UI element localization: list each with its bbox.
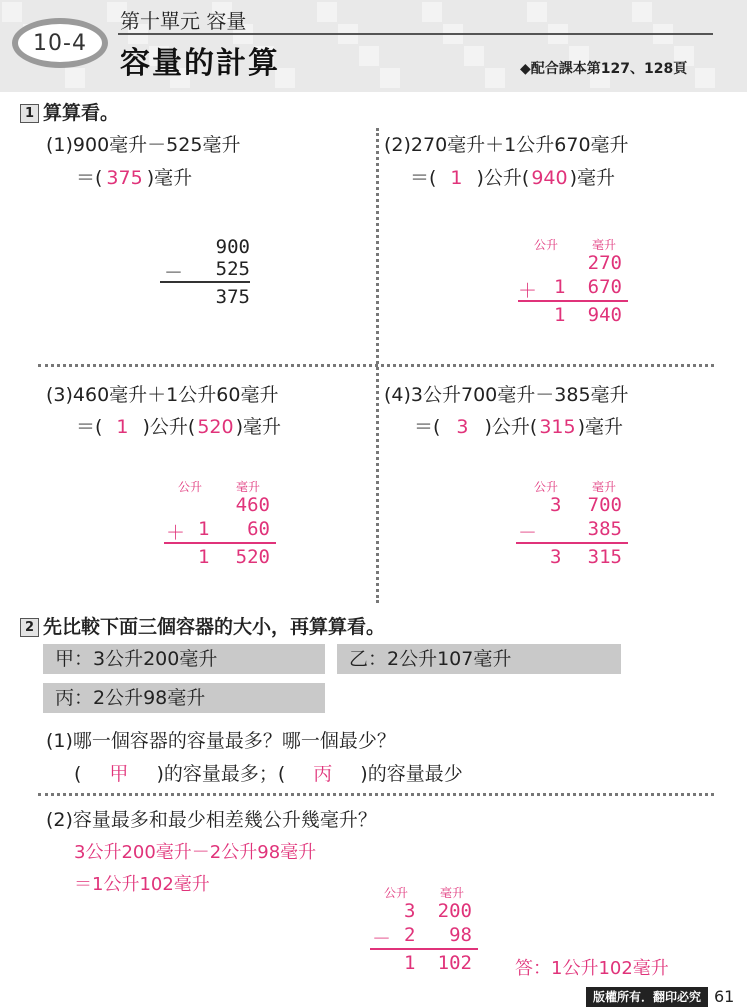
problem-2-calc: 公升 毫升 270 ＋ 1 670 1 940 bbox=[510, 236, 628, 328]
problem-3-answer-line: ＝( 1 )公升( 520 )毫升 bbox=[76, 416, 282, 438]
q1-answer-line: ( 甲 )的容量最多；( 丙 )的容量最少 bbox=[74, 763, 463, 785]
q1-question: (1)哪一個容器的容量最多？哪一個最少？ bbox=[46, 730, 396, 752]
problem-2-question: (2)270毫升＋1公升670毫升 bbox=[384, 134, 629, 156]
header-tile bbox=[65, 68, 85, 88]
q2-work-line1: 3公升200毫升－2公升98毫升 bbox=[74, 842, 317, 863]
header-tile bbox=[695, 68, 715, 88]
problem-2-answer-liters: 1 bbox=[450, 167, 463, 189]
q1-answer-most: 甲 bbox=[109, 763, 129, 785]
page-title: 容量的計算 bbox=[120, 46, 280, 81]
problem-1-answer: 375 bbox=[106, 167, 143, 189]
header-tile bbox=[359, 46, 379, 66]
page-number: 61 bbox=[714, 987, 735, 1006]
problem-4-question: (4)3公升700毫升－385毫升 bbox=[384, 384, 629, 406]
grid-divider-horizontal bbox=[38, 364, 714, 367]
section1-number: 1 bbox=[20, 104, 39, 123]
problem-1-question: (1)900毫升－525毫升 bbox=[46, 134, 241, 156]
problem-3-calc: 公升 毫升 460 ＋ 1 60 1 520 bbox=[158, 478, 276, 570]
section2-title: 先比較下面三個容器的大小，再算算看。 bbox=[43, 616, 386, 638]
section2-divider bbox=[38, 793, 714, 796]
q2-final-answer: 答：1公升102毫升 bbox=[515, 958, 669, 979]
header-tile bbox=[485, 68, 505, 88]
q2-work-line2: ＝1公升102毫升 bbox=[74, 874, 210, 895]
header-tile bbox=[317, 2, 337, 22]
q2-question: (2)容量最多和最少相差幾公升幾毫升？ bbox=[46, 809, 377, 831]
calc-top: 900 bbox=[215, 236, 250, 258]
header-tile bbox=[464, 46, 484, 66]
header-tile bbox=[380, 68, 400, 88]
section1-heading bbox=[20, 98, 119, 125]
problem-2-answer-line: ＝( 1 )公升( 940 )毫升 bbox=[410, 167, 616, 189]
problem-3-question: (3)460毫升＋1公升60毫升 bbox=[46, 384, 279, 406]
calc-operator: － bbox=[164, 262, 184, 284]
container-bing: 丙：2公升98毫升 bbox=[43, 683, 325, 713]
lesson-number-badge bbox=[12, 18, 108, 68]
q2-calc: 公升 毫升 3 200 － 2 98 1 102 bbox=[366, 884, 478, 976]
section2-number: 2 bbox=[20, 618, 39, 637]
section1-title: 算算看。 bbox=[43, 102, 120, 124]
calc-result: 375 bbox=[215, 286, 250, 308]
problem-4-answer-ml: 315 bbox=[539, 416, 576, 438]
problem-3-answer-liters: 1 bbox=[116, 416, 129, 438]
section2-heading bbox=[20, 612, 385, 639]
problem-4-calc: 公升 毫升 3 700 － 385 3 315 bbox=[510, 478, 628, 570]
unit-label: 第十單元 容量 bbox=[120, 9, 247, 33]
problem-4-answer-line: ＝( 3 )公升( 315 )毫升 bbox=[414, 416, 624, 438]
problem-1-calc bbox=[160, 236, 250, 308]
title-rule bbox=[118, 33, 713, 35]
problem-2-answer-ml: 940 bbox=[531, 167, 568, 189]
header-tile bbox=[422, 2, 442, 22]
lesson-number: 10-4 bbox=[33, 30, 87, 56]
problem-3-answer-ml: 520 bbox=[197, 416, 234, 438]
q1-answer-least: 丙 bbox=[313, 763, 333, 785]
header-tile bbox=[632, 2, 652, 22]
header-tile bbox=[527, 2, 547, 22]
calc-bottom: 525 bbox=[215, 258, 250, 280]
copyright-banner: 版權所有．翻印必究 bbox=[586, 987, 708, 1007]
header-tile bbox=[2, 2, 22, 22]
container-yi: 乙：2公升107毫升 bbox=[337, 644, 621, 674]
problem-4-answer-liters: 3 bbox=[456, 416, 469, 438]
problem-1-answer-line: ＝( 375 )毫升 bbox=[76, 167, 193, 189]
container-jia: 甲：3公升200毫升 bbox=[43, 644, 325, 674]
textbook-reference: ◆配合課本第127、128頁 bbox=[520, 61, 688, 77]
header-background bbox=[0, 0, 747, 92]
